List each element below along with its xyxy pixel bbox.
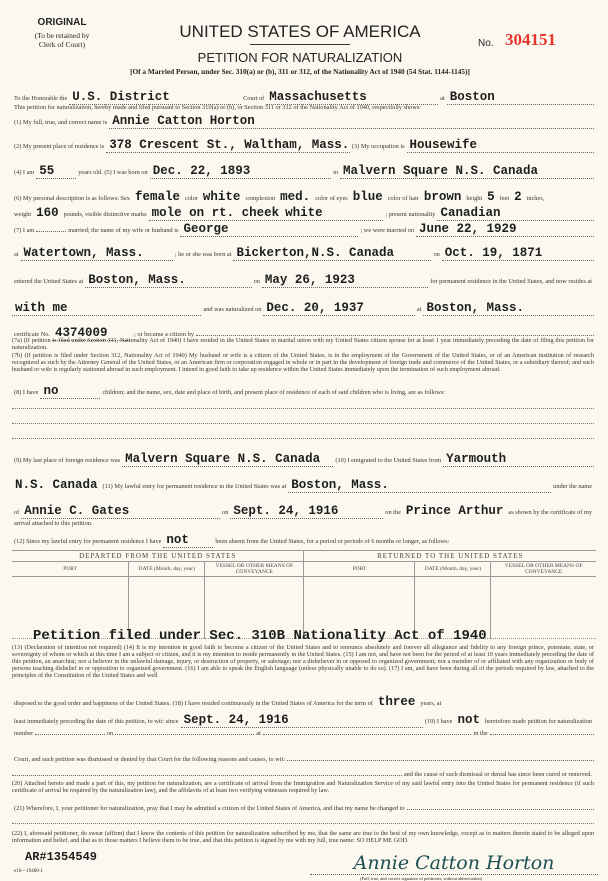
section-11: N.S. Canada (11) My lawful entry for permanent residence in the United States was at Boston, Mass. under the name [15, 478, 592, 492]
filed-line: This petition for naturalization, hereby made and filed pursuant to Section 310(a) or (b), or Section 311 or 312 of the Nationality Act of 1940, respectfully shows: [14, 104, 422, 111]
section-7b: (7b) (If petition is filed under Section 312, Nationality Act of 1940) My husband or wife is a citizen of the United States, is in the employment of the Government of the United States, or of an American institution of research recognized as such by the Attorney General of the United States, or an American firm or corporation engaged in whole or in part in the development of foreign trade and commerce of the United States, or a subsidiary thereof; and such husband or wife is regularly stationed abroad in such employment. I intend in good faith to take up residence within the United States immediately upon the termination of such employment abroad. [12, 352, 594, 373]
section-19-court: Court, and such petition was dismissed or denied by that Court for the following reasons and causes, to wit: [12, 756, 594, 763]
blank-line [12, 823, 594, 824]
section-21: (21) Wherefore, I, your petitioner for naturalization, pray that I may be admitted a citizen of the United States of America, and that my name be changed to [12, 805, 594, 812]
section-7-resides: with me and was naturalized on Dec. 20, 1937 at Boston, Mass. [12, 301, 594, 316]
form-number: e16—19460-1 [14, 869, 43, 874]
occupation: Housewife [409, 138, 478, 152]
divider [250, 44, 350, 45]
section-7a: (7a) (If petition is filed under Section 311, Nationality Act of 1940) I have resided in the United States in marital union with my United States citizen spouse for at least 1 year immediately preceding the date of filing this petition for naturalization. [12, 337, 594, 351]
birth-place: Malvern Square N.S. Canada [343, 164, 539, 178]
court-line: To the Honorable the U.S. District Court of Massachusetts at Boston [12, 90, 594, 105]
blank-line [12, 408, 594, 409]
section-7-entered: entered the United States at Boston, Mass. on May 26, 1923 for permanent residence in the United States, and now resides at [14, 273, 593, 287]
section-18-since: least immediately preceding the date of this petition, to wit: since Sept. 24, 1916 (19) I have not heretofore made petition for naturalization [14, 713, 592, 727]
original-label: ORIGINAL [37, 17, 87, 28]
retained-label: (To be retained by [34, 31, 90, 40]
section-18: disposed to the good order and happiness of the United States. (18) I have resided continuously in the United States of America for the term of three years, at [14, 695, 442, 709]
section-6-weight: weight 160 pounds, visible distinctive marks mole on rt. cheek white ; present nationality Canadian [12, 206, 594, 221]
court-state: Massachusetts [269, 90, 367, 104]
signature: Annie Catton Horton [310, 852, 598, 875]
section-1: (1) My full, true, and correct name is Annie Catton Horton [12, 114, 594, 129]
arrival-line: arrival attached to this petition. [14, 520, 93, 527]
section-19-cause: and the cause of such dismissal or denial has since been cured or removed. [12, 771, 594, 778]
section-22: (22) I, aforesaid petitioner, do swear (affirm) that I know the contents of this petition for naturalization subscribed by me, that the same are true to the best of my own knowledge, except as to matters therein stated to be alleged upon information and belief, and that as to those matters I believe them to be true, and that this petition is signed by me with my full, true name: SO HELP ME GOD. [12, 830, 594, 844]
section-7-certificate: certificate No. 4374009 ; or became a citizen by [12, 326, 594, 341]
section-20: (20) Attached hereto and made a part of this, my petition for naturalization, are a certificate of arrival from the Immigration and Naturalization Service of my said lawful entry into the United States for permanent residence (if such certificate of arrival be required by the naturalization law), and the affidavits of at least two verifying witnesses required by law. [12, 780, 594, 794]
country-heading: UNITED STATES OF AMERICA [179, 22, 421, 41]
petition-number: 304151 [505, 30, 556, 49]
section-8: (8) I have no children; and the name, sex, date and place of birth, and present place of residence of each of said children who is living, are as follows: [14, 384, 446, 398]
blank-line [12, 423, 594, 424]
number-label: No. [478, 38, 494, 49]
subtitle: [Of a Married Person, under Sec. 310(a) or (b), 311 or 312, of the Nationality Act of 1940 (54 Stat. 1144-1145)] [130, 67, 470, 76]
section-12: (12) Since my lawful entry for permanent residence I have not been absent from the United States, for a period or periods of 6 months or longer, as follows: [14, 533, 450, 547]
clerk-label: Clerk of Court) [38, 40, 86, 49]
residence: 378 Crescent St., Waltham, Mass. [109, 138, 350, 152]
section-19: number on at in the [12, 730, 594, 737]
section-7-born: at Watertown, Mass. ; he or she was born at Bickerton,N.S. Canada on Oct. 19, 1871 [12, 246, 594, 261]
signature-caption: (Full, true, and correct signature of petitioner, without abbreviation) [360, 876, 483, 881]
full-name: Annie Catton Horton [112, 114, 255, 128]
ar-number: AR#1354549 [25, 850, 98, 864]
section-9: (9) My last place of foreign residence was Malvern Square N.S. Canada (10) I emigrated to the United States from Yarmouth [12, 452, 594, 467]
section-2: (2) My present place of residence is 378 Crescent St., Waltham, Mass. (3) My occupation is Housewife [12, 138, 594, 153]
court-name: U.S. District [72, 90, 170, 104]
filed-note: Petition filed under Sec. 310B Nationality Act of 1940 [33, 628, 487, 644]
birth-date: Dec. 22, 1893 [152, 164, 251, 178]
section-6: (6) My personal description is as follows: Sex female color white complexion med. color of eyes blue color of hair brown height 5 feet 2 inches, [14, 190, 545, 204]
court-city: Boston [449, 90, 495, 104]
section-4: (4) I am 55 years old. (5) I was born on Dec. 22, 1893 in Malvern Square N.S. Canada [12, 164, 594, 179]
blank-line [12, 438, 594, 439]
section-7: (7) I am married; the name of my wife or husband is George ; we were married on June 22, 1929 [12, 222, 594, 237]
age: 55 [39, 164, 55, 178]
section-11-name: of Annie C. Gates on Sept. 24, 1916 on the Prince Arthur as shown by the certificate of my [14, 504, 592, 518]
page-title: PETITION FOR NATURALIZATION [197, 50, 403, 65]
absence-table: DEPARTED FROM THE UNITED STATES RETURNED TO THE UNITED STATES PORT DATE (Month, day, year) VESSEL OR OTHER MEANS OF CONVEYANCE PORT DATE (Month, day, year) VESSEL OR OTHER MEANS OF CONVEYANCE [12, 550, 596, 639]
section-13-17: (13) (Declaration of intention not required) (14) It is my intention in good faith to become a citizen of the United States and to renounce absolutely and forever all allegiance and fidelity to any foreign prince, potentate, state, or sovereignty of whom or which at this time I am a subject or citizen, and it is my intention to reside permanently in the United States. (15) I am not, and have not been for the period of at least 10 years immediately preceding the date of this petition, an anarchist; nor a believer in the unlawful damage, injury, or destruction of property, or sabotage; nor a disbeliever in or opposed to organized government; nor a member of or affiliated with any organization or body of persons teaching disbelief in or opposition to organized government. (16) I am able to speak the English language (unless physically unable to do so). (17) I am, and have been during all of the periods required by law, attached to the principles of the Constitution of the United States and well [12, 644, 594, 679]
